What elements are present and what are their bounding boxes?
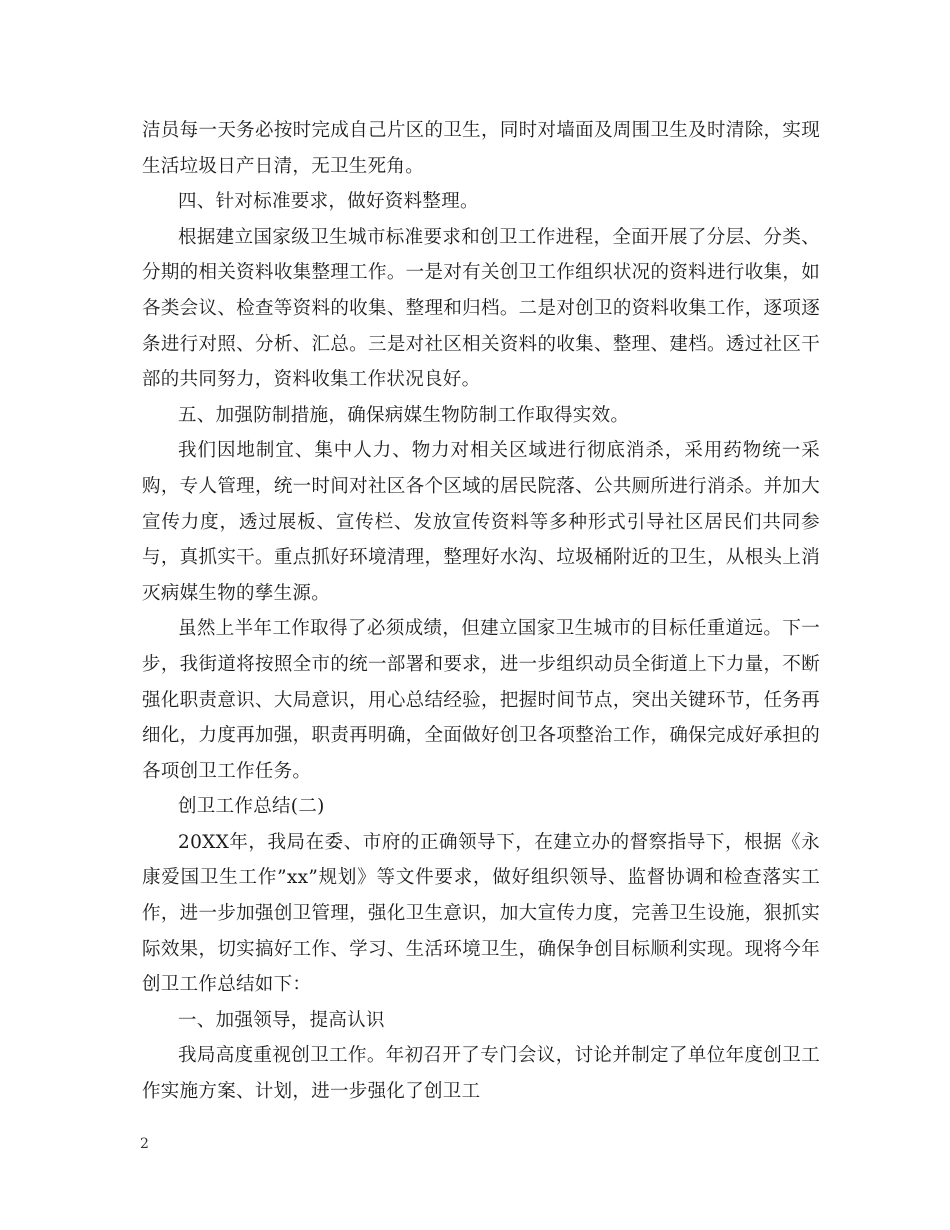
document-body xyxy=(142,113,820,1110)
paragraph-next-steps: 虽然上半年工作取得了必须成绩，但建立国家卫生城市的目标任重道远。下一步，我街道将按照全市的统一部署和要求，进一步组织动员全街道上下力量，不断强化职责意识、大局意识，用心总结经验，把握时间节点，突出关键环节，任务再细化，力度再加强，职责再明确，全面做好创卫各项整治工作，确保完成好承担的各项创卫工作任务。 xyxy=(142,618,820,782)
paragraph-pest-control: 我们因地制宜、集中人力、物力对相关区域进行彻底消杀，采用药物统一采购，专人管理，统一时间对社区各个区域的居民院落、公共厕所进行消杀。并加大宣传力度，透过展板、宣传栏、发放宣传资料等多种形式引导社区居民们共同参与，真抓实干。重点抓好环境清理，整理好水沟、垃圾桶附近的卫生，从根头上消灭病媒生物的孳生源。 xyxy=(142,440,820,604)
section-heading-5: 五、加强防制措施，确保病媒生物防制工作取得实效。 xyxy=(178,404,630,426)
paragraph-data-collection: 根据建立国家级卫生城市标准要求和创卫工作进程，全面开展了分层、分类、分期的相关资料收集整理工作。一是对有关创卫工作组织状况的资料进行收集，如各类会议、检查等资料的收集、整理和归档。二是对创卫的资料收集工作，逐项逐条进行对照、分析、汇总。三是对社区相关资料的收集、整理、建档。透过社区干部的共同努力，资料收集工作状况良好。 xyxy=(142,226,820,391)
section-heading-4: 四、针对标准要求，做好资料整理。 xyxy=(178,191,479,213)
paragraph-intro-2: 20XX年，我局在委、市府的正确领导下，在建立办的督察指导下，根据《永康爱国卫生工作”xx”规划》等文件要求，做好组织领导、监督协调和检查落实工作，进一步加强创卫管理，强化卫生意识，加大宣传力度，完善卫生设施，狠抓实际效果，切实搞好工作、学习、生活环境卫生，确保争创目标顺利实现。现将今年创卫工作总结如下： xyxy=(142,831,820,996)
paragraph-continuation: 洁员每一天务必按时完成自己片区的卫生，同时对墙面及周围卫生及时清除，实现生活垃圾日产日清，无卫生死角。 xyxy=(142,120,820,177)
page-number: 2 xyxy=(140,1136,149,1152)
section-heading-1: 一、加强领导，提高认识 xyxy=(178,1009,385,1031)
article-title-2: 创卫工作总结(二) xyxy=(178,796,325,818)
paragraph-leadership: 我局高度重视创卫工作。年初召开了专门会议，讨论并制定了单位年度创卫工作实施方案、计划，进一步强化了创卫工 xyxy=(142,1045,820,1103)
